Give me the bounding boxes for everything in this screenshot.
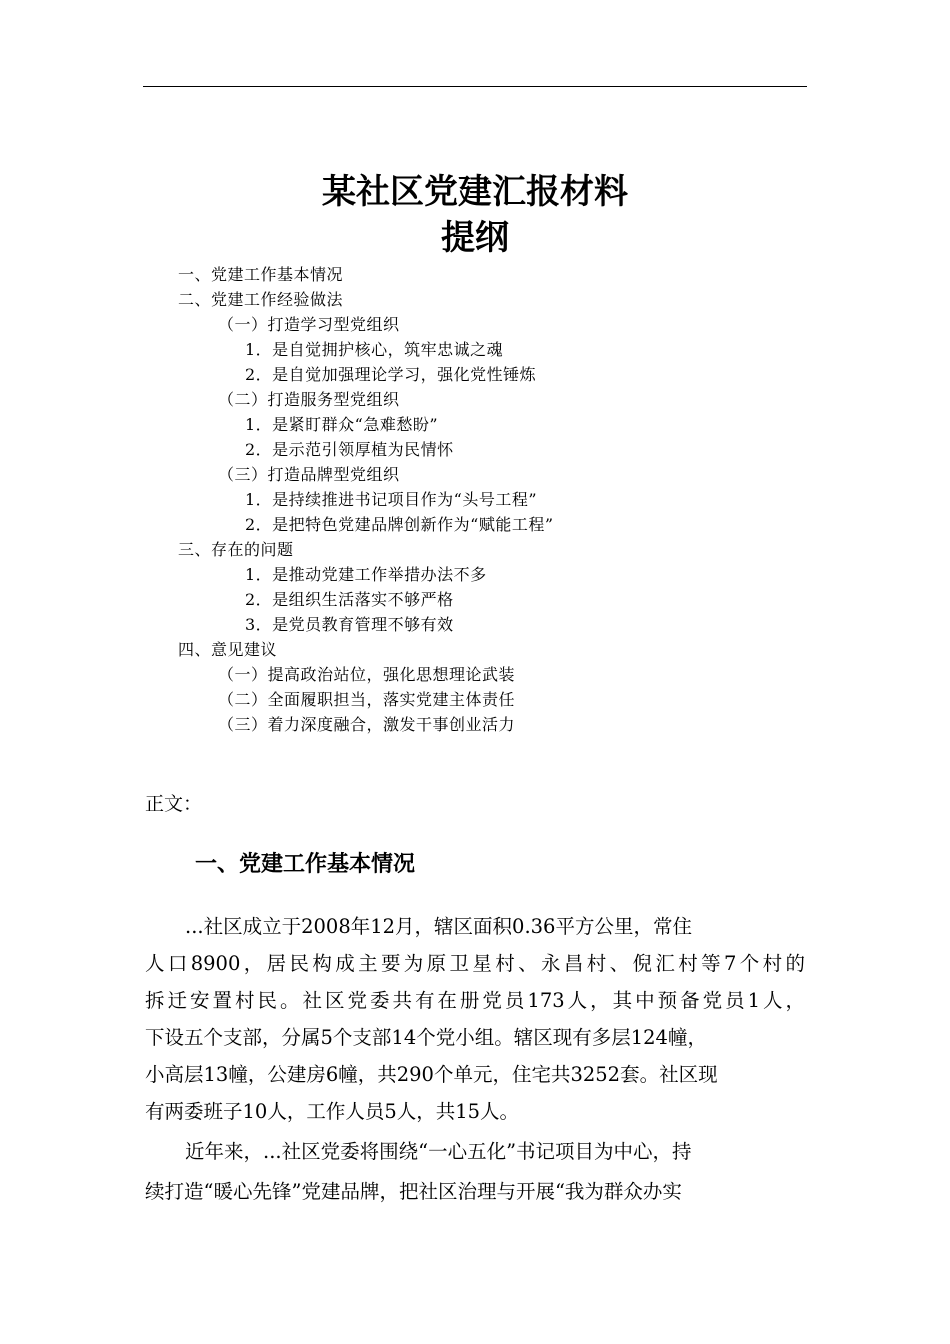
- header-rule: [143, 86, 807, 87]
- outline-item: （一）打造学习型党组织: [218, 315, 400, 334]
- outline-item: 三、存在的问题: [178, 540, 294, 559]
- document-title: 某社区党建汇报材料: [322, 172, 628, 212]
- outline-item: （一）提高政治站位，强化思想理论武装: [218, 665, 516, 684]
- body-label: 正文：: [145, 793, 203, 815]
- outline-item: 一、党建工作基本情况: [178, 265, 344, 284]
- outline-item: 2．是自觉加强理论学习，强化党性锤炼: [245, 365, 537, 384]
- paragraph-line: 小高层13幢，公建房6幢，共290个单元，住宅共3252套。社区现: [145, 1063, 718, 1086]
- outline-item: 2．是组织生活落实不够严格: [245, 590, 454, 609]
- outline-item: 2．是示范引领厚植为民情怀: [245, 440, 454, 459]
- section-heading: 一、党建工作基本情况: [195, 852, 416, 877]
- paragraph-line: 有两委班子10人，工作人员5人，共15人。: [145, 1100, 520, 1123]
- outline-item: 2．是把特色党建品牌创新作为“赋能工程”: [245, 515, 554, 534]
- paragraph-line: 下设五个支部，分属5个支部14个党小组。辖区现有多层124幢，: [145, 1026, 707, 1049]
- outline-item: 四、意见建议: [178, 640, 278, 659]
- outline-item: 1．是自觉拥护核心，筑牢忠诚之魂: [245, 340, 504, 359]
- paragraph-line: 续打造“暖心先锋”党建品牌，把社区治理与开展“我为群众办实: [145, 1180, 682, 1203]
- outline-item: （三）着力深度融合，激发干事创业活力: [218, 715, 516, 734]
- paragraph-line: 人口8900，居民构成主要为原卫星村、永昌村、倪汇村等7个村的: [145, 952, 805, 975]
- paragraph-line: ...社区成立于2008年12月，辖区面积0.36平方公里，常住: [185, 915, 692, 938]
- outline-item: （二）全面履职担当，落实党建主体责任: [218, 690, 516, 709]
- outline-item: 1．是持续推进书记项目作为“头号工程”: [245, 490, 538, 509]
- outline-item: （二）打造服务型党组织: [218, 390, 400, 409]
- outline-item: 3．是党员教育管理不够有效: [245, 615, 454, 634]
- paragraph-line: 近年来，...社区党委将围绕“一心五化”书记项目为中心，持: [185, 1140, 692, 1163]
- outline-heading: 提纲: [441, 218, 509, 258]
- outline-item: （三）打造品牌型党组织: [218, 465, 400, 484]
- outline-item: 1．是推动党建工作举措办法不多: [245, 565, 487, 584]
- outline-item: 二、党建工作经验做法: [178, 290, 344, 309]
- paragraph-line: 拆迁安置村民。社区党委共有在册党员173人，其中预备党员1人，: [145, 989, 805, 1012]
- outline-item: 1．是紧盯群众“急难愁盼”: [245, 415, 439, 434]
